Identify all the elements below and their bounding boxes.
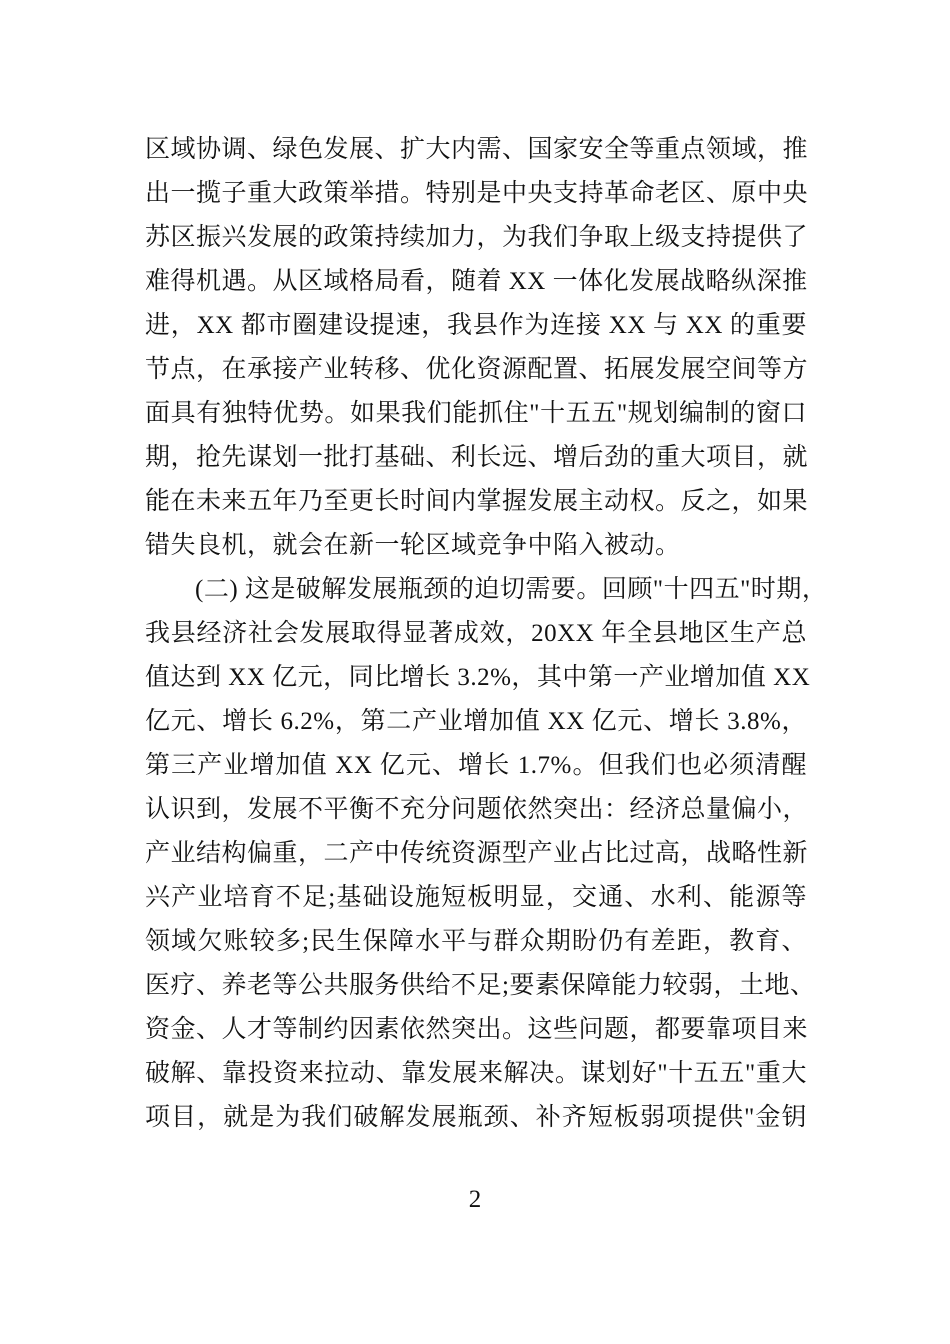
text-line: 能在未来五年乃至更长时间内掌握发展主动权。反之，如果 (145, 488, 809, 515)
paragraph-2 (145, 568, 828, 1140)
text-line: 我县经济社会发展取得显著成效，20XX 年全县地区生产总 (145, 620, 807, 647)
text-line: 破解、靠投资来拉动、靠发展来解决。谋划好"十五五"重大 (145, 1060, 807, 1087)
paragraph-1 (145, 128, 807, 568)
text-line: 面具有独特优势。如果我们能抓住"十五五"规划编制的窗口 (145, 400, 807, 427)
text-line: 错失良机，就会在新一轮区域竞争中陷入被动。 (145, 532, 681, 559)
text-line: 亿元、增长 6.2%，第二产业增加值 XX 亿元、增长 3.8%， (145, 708, 807, 735)
text-line: 苏区振兴发展的政策持续加力，为我们争取上级支持提供了 (145, 224, 809, 251)
text-line: 难得机遇。从区域格局看，随着 XX 一体化发展战略纵深推 (145, 268, 808, 295)
text-line: 领域欠账较多;民生保障水平与群众期盼仍有差距，教育、 (145, 928, 807, 955)
text-line: 期，抢先谋划一批打基础、利长远、增后劲的重大项目，就 (145, 444, 809, 471)
text-line: 产业结构偏重，二产中传统资源型产业占比过高，战略性新 (145, 840, 809, 867)
text-line: 医疗、养老等公共服务供给不足;要素保障能力较弱，土地、 (145, 972, 816, 999)
text-line: 兴产业培育不足;基础设施短板明显，交通、水利、能源等 (145, 884, 807, 911)
text-line: 资金、人才等制约因素依然突出。这些问题，都要靠项目来 (145, 1016, 809, 1043)
document-body (145, 128, 828, 1140)
text-line: 进，XX 都市圈建设提速，我县作为连接 XX 与 XX 的重要 (145, 312, 807, 339)
text-line: 出一揽子重大政策举措。特别是中央支持革命老区、原中央 (145, 180, 809, 207)
text-line: 认识到，发展不平衡不充分问题依然突出：经济总量偏小， (145, 796, 809, 823)
page-number: 2 (468, 1186, 482, 1213)
text-line: 第三产业增加值 XX 亿元、增长 1.7%。但我们也必须清醒 (145, 752, 807, 779)
text-line: 值达到 XX 亿元，同比增长 3.2%，其中第一产业增加值 XX (145, 664, 811, 691)
section-heading-line: (二) 这是破解发展瓶颈的迫切需要。回顾"十四五"时期， (195, 576, 828, 603)
text-line: 区域协调、绿色发展、扩大内需、国家安全等重点领域，推 (145, 136, 809, 163)
text-line: 节点，在承接产业转移、优化资源配置、拓展发展空间等方 (145, 356, 809, 383)
text-line: 项目，就是为我们破解发展瓶颈、补齐短板弱项提供"金钥 (145, 1104, 807, 1131)
